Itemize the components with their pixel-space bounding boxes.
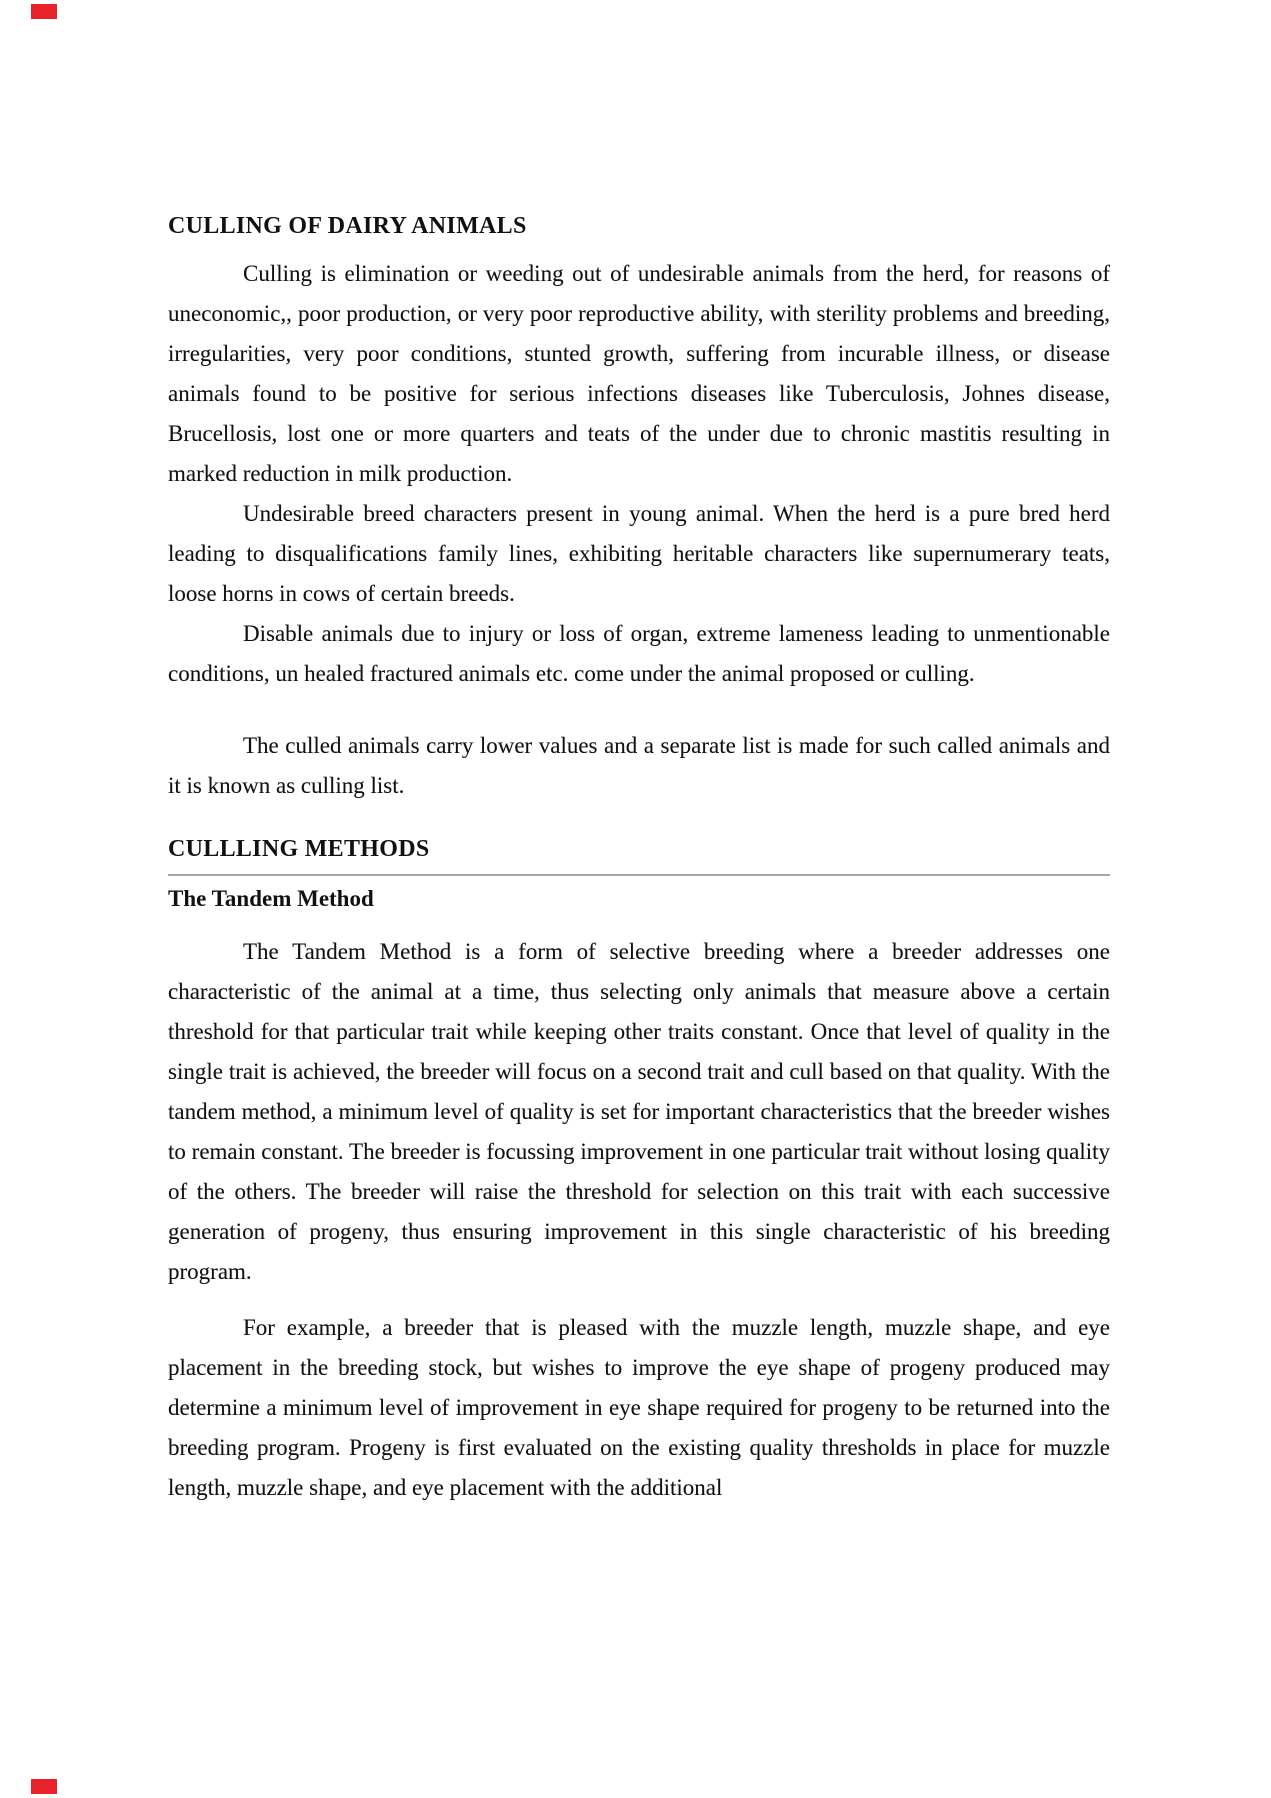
document-content (168, 212, 1110, 1508)
section-divider-rule (168, 874, 1110, 876)
page-edge-marker-top (31, 4, 57, 19)
page-edge-marker-bottom (31, 1779, 57, 1794)
paragraph-culling-list: The culled animals carry lower values and a separate list is made for such called animals and it is known as culling list. (168, 733, 1110, 798)
document-title: CULLING OF DAIRY ANIMALS (168, 213, 527, 239)
paragraph-undesirable-breed: Undesirable breed characters present in young animal. When the herd is a pure bred herd leading to disqualifications family lines, exhibiting heritable characters like supernumerary teats, loose horns in cows of certain breeds. (168, 501, 1110, 606)
paragraph-culling-definition: Culling is elimination or weeding out of undesirable animals from the herd, for reasons of uneconomic,, poor production, or very poor reproductive ability, with sterility problems and breeding, irregularities, very poor conditions, stunted growth, suffering from incurable illness, or disease animals found to be positive for serious infections diseases like Tuberculosis, Johnes disease, Brucellosis, lost one or more quarters and teats of the under due to chronic mastitis resulting in marked reduction in milk production. (168, 261, 1110, 486)
paragraph-tandem-description: The Tandem Method is a form of selective breeding where a breeder addresses one characteristic of the animal at a time, thus selecting only animals that measure above a certain threshold for that particular trait while keeping other traits constant. Once that level of quality in the single trait is achieved, the breeder will focus on a second trait and cull based on that quality. With the tandem method, a minimum level of quality is set for important characteristics that the breeder wishes to remain constant. The breeder is focussing improvement in one particular trait without losing quality of the others. The breeder will raise the threshold for selection on this trait with each successive generation of progeny, thus ensuring improvement in this single characteristic of his breeding program. (168, 939, 1110, 1284)
subsection-heading-tandem-method: The Tandem Method (168, 886, 374, 911)
paragraph-disable-animals: Disable animals due to injury or loss of organ, extreme lameness leading to unmentionable conditions, un healed fractured animals etc. come under the animal proposed or culling. (168, 621, 1110, 686)
section-heading-culling-methods: CULLLING METHODS (168, 836, 430, 862)
paragraph-tandem-example: For example, a breeder that is pleased with the muzzle length, muzzle shape, and eye placement in the breeding stock, but wishes to improve the eye shape of progeny produced may determine a minimum level of improvement in eye shape required for progeny to be returned into the breeding program. Progeny is first evaluated on the existing quality thresholds in place for muzzle length, muzzle shape, and eye placement with the additional (168, 1315, 1110, 1500)
